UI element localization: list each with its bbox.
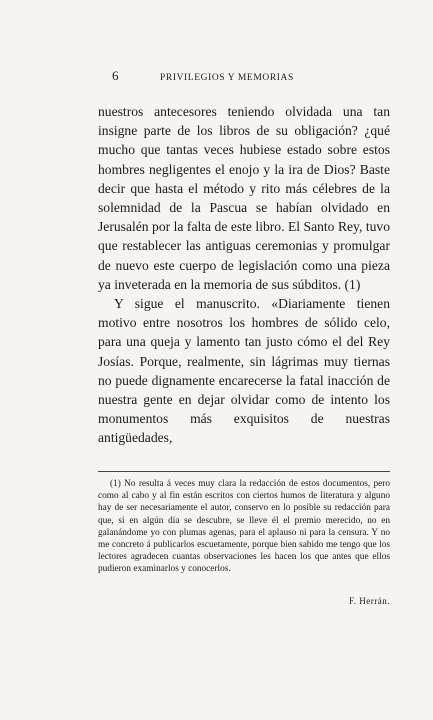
page-header xyxy=(112,68,390,84)
footnote-divider xyxy=(98,471,390,472)
paragraph: nuestros antecesores teniendo olvidada una tan insigne parte de los libros de su obligación? ¿qué mucho que tantas veces hubiese estado sobre estos hombres negligentes el enojo y la ira de Dios? Baste decir que hasta el método y rito más célebres de la solemnidad de la Pascua se habían olvidado en Jerusalén por la falta de este libro. El Santo Rey, tuvo que restablecer las antiguas ceremonias y promulgar de nuevo este cuerpo de legislación como una pieza ya inveterada en la memoria de sus súbditos. (1) xyxy=(98,104,390,292)
running-head: PRIVILEGIOS Y MEMORIAS xyxy=(160,73,294,83)
main-text xyxy=(98,102,390,448)
page-number: 6 xyxy=(112,68,119,83)
paragraph: Y sigue el manuscrito. «Diariamente tienen motivo entre nosotros los hombres de sólido celo, para una queja y lamento tan justo cómo el del Rey Josías. Porque, realmente, sin lágrimas muy tiernas no puede dignamente encarecerse la fatal inacción de nuestra gente en dejar olvidar como de intento los monumentos más exquisitos de nuestras antigüedades, xyxy=(98,296,390,446)
footnote xyxy=(98,478,390,576)
footnote-signature: F. Herrán. xyxy=(348,596,390,606)
footnote-text: (1) No resulta á veces muy clara la redacción de estos documentos, pero como al cabo y al fin están escritos con ciertos humos de literatura y alguno hay de ser necesariamente el autor, conservo en lo posible su redacción para que, si en algún día se descubre, se lleve él el premio merecido, no en galanándome yo con plumas agenas, para el aplauso ni para la censura. Y no me concreto á publicarlos escuetamente, porque bien sabido me tengo que los lectores agradecen cuantas observaciones les hacen los que antes que ellos pudieron examinarlos y conocerlos. xyxy=(98,479,390,575)
